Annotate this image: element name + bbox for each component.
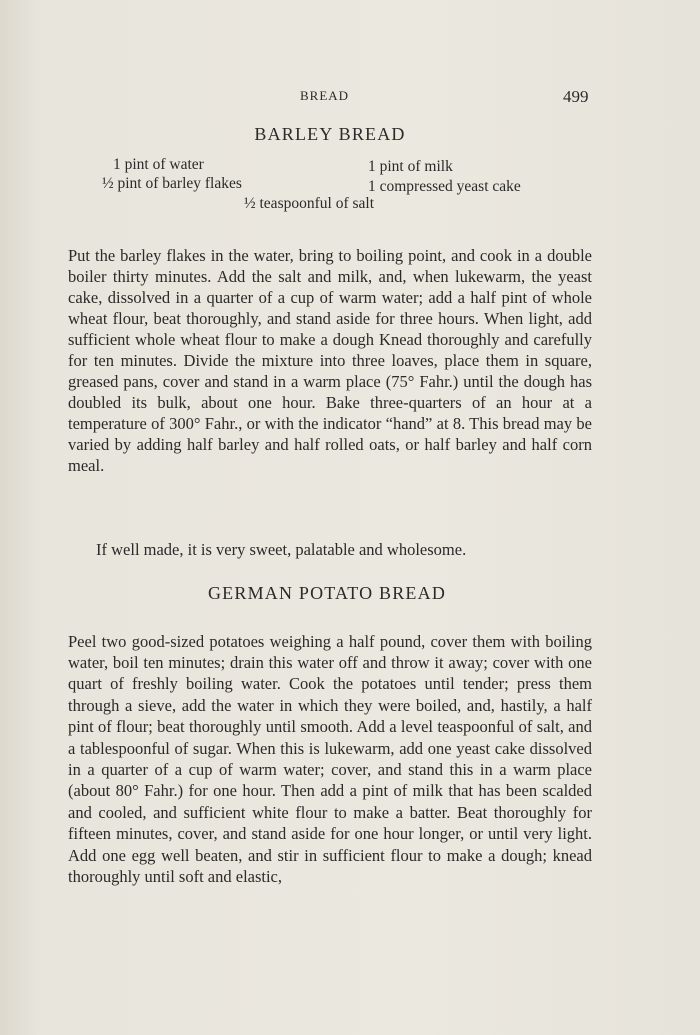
ingredient-item: ½ pint of barley flakes	[102, 175, 242, 192]
recipe-title-barley-bread: BARLEY BREAD	[254, 124, 406, 144]
running-head	[0, 88, 700, 108]
ingredient-list	[0, 156, 700, 216]
section-name: BREAD	[300, 88, 350, 103]
recipe-body-paragraph: If well made, it is very sweet, palatable and wholesome.	[96, 539, 467, 559]
recipe-body-paragraph: Peel two good-sized potatoes weighing a half pound, cover them with boiling water, boil ten minutes; drain this water off and throw it away; cover with one quart of freshly boiling water. Cook the potatoes until tender; press them through a sieve, add the water in which they were boiled, and, hastily, a half pint of flour; beat thoroughly until smooth. Add a level teaspoonful of salt, and a tablespoonful of sugar. When this is lukewarm, add one yeast cake dissolved in a quarter of a cup of warm water; cover, and stand this in a warm place (about 80° Fahr.) for one hour. Then add a pint of milk that has been scalded and cooled, and sufficient white flour to make a batter. Beat thoroughly for fifteen minutes, cover, and stand aside for one hour longer, or until very light. Add one egg well beaten, and stir in sufficient flour to make a dough; knead thoroughly until soft and elastic,	[68, 631, 592, 886]
recipe-title-german-potato-bread: GERMAN POTATO BREAD	[207, 583, 447, 603]
recipe-body-paragraph: Put the barley flakes in the water, bring to boiling point, and cook in a double boiler thirty minutes. Add the salt and milk, and, when lukewarm, the yeast cake, dissolved in a quarter of a cup of warm water; add a half pint of whole wheat flour, beat thoroughly, and stand aside for three hours. When light, add sufficient whole wheat flour to make a dough Knead thoroughly and carefully for ten minutes. Divide the mixture into three loaves, place them in square, greased pans, cover and stand in a warm place (75° Fahr.) until the dough has doubled its bulk, about one hour. Bake three-quarters of an hour at a temperature of 300° Fahr., or with the indicator “hand” at 8. This bread may be varied by adding half barley and half rolled oats, or half barley and half corn meal.	[68, 245, 592, 476]
ingredient-item: 1 compressed yeast cake	[368, 178, 521, 195]
ingredient-item: 1 pint of milk	[368, 158, 453, 175]
page-number: 499	[563, 87, 589, 106]
ingredient-item: 1 pint of water	[113, 156, 204, 173]
ingredient-item: ½ teaspoonful of salt	[244, 195, 375, 212]
